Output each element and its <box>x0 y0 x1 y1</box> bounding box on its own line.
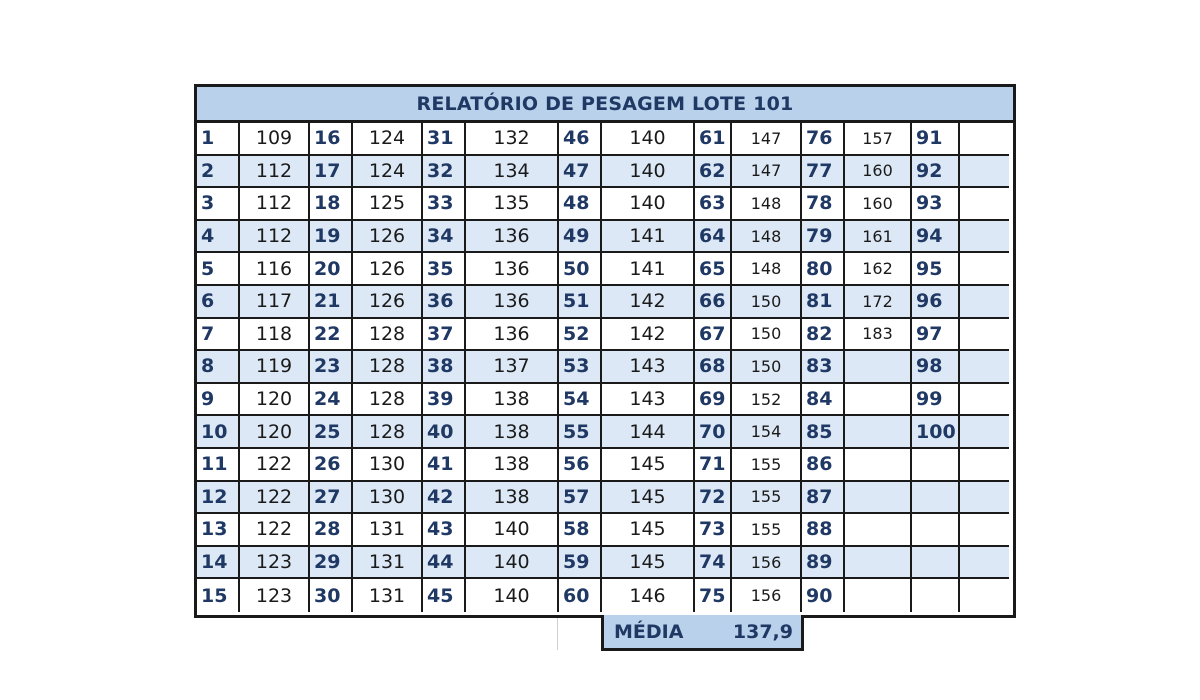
weight-cell: 117 <box>240 286 310 319</box>
index-cell: 9 <box>197 384 240 417</box>
average-label: MÉDIA <box>614 620 684 643</box>
weight-cell: 148 <box>732 221 802 254</box>
index-cell: 15 <box>197 579 240 612</box>
index-cell: 10 <box>197 416 240 449</box>
weight-cell: 183 <box>845 319 912 352</box>
index-cell: 97 <box>912 319 960 352</box>
weight-cell: 120 <box>240 384 310 417</box>
weight-cell: 116 <box>240 253 310 286</box>
weight-cell: 128 <box>353 416 423 449</box>
index-cell: 42 <box>423 482 466 515</box>
weight-cell: 172 <box>845 286 912 319</box>
index-cell: 12 <box>197 482 240 515</box>
index-cell: 69 <box>695 384 732 417</box>
index-cell: 39 <box>423 384 466 417</box>
index-cell: 66 <box>695 286 732 319</box>
average-box <box>601 615 804 651</box>
index-cell: 76 <box>802 123 845 156</box>
index-cell: 58 <box>559 514 602 547</box>
weight-cell: 140 <box>602 156 695 189</box>
index-cell: 100 <box>912 416 960 449</box>
weight-cell: 160 <box>845 156 912 189</box>
index-cell: 52 <box>559 319 602 352</box>
weight-cell: 126 <box>353 253 423 286</box>
index-cell: 86 <box>802 449 845 482</box>
weight-cell: 155 <box>732 449 802 482</box>
index-cell: 48 <box>559 188 602 221</box>
index-cell: 62 <box>695 156 732 189</box>
weight-cell: 146 <box>602 579 695 612</box>
weight-cell <box>960 253 1009 286</box>
weight-cell <box>960 221 1009 254</box>
index-cell: 35 <box>423 253 466 286</box>
index-cell: 17 <box>310 156 353 189</box>
weight-cell: 119 <box>240 351 310 384</box>
index-cell: 78 <box>802 188 845 221</box>
report-title-bar <box>197 87 1013 123</box>
index-cell: 27 <box>310 482 353 515</box>
index-cell: 22 <box>310 319 353 352</box>
index-cell: 55 <box>559 416 602 449</box>
weight-cell: 131 <box>353 547 423 580</box>
index-cell: 94 <box>912 221 960 254</box>
index-cell: 72 <box>695 482 732 515</box>
index-cell: 11 <box>197 449 240 482</box>
weight-cell: 154 <box>732 416 802 449</box>
index-cell: 98 <box>912 351 960 384</box>
weight-cell: 145 <box>602 449 695 482</box>
weight-cell: 161 <box>845 221 912 254</box>
weight-cell: 141 <box>602 221 695 254</box>
index-cell: 91 <box>912 123 960 156</box>
weight-cell: 136 <box>466 253 559 286</box>
index-cell: 96 <box>912 286 960 319</box>
weighing-report-table <box>194 84 1016 618</box>
weight-cell: 160 <box>845 188 912 221</box>
weight-cell: 155 <box>732 514 802 547</box>
index-cell <box>912 547 960 580</box>
weight-cell <box>845 482 912 515</box>
weight-cell: 112 <box>240 221 310 254</box>
weight-cell: 120 <box>240 416 310 449</box>
weight-cell: 152 <box>732 384 802 417</box>
index-cell: 31 <box>423 123 466 156</box>
weight-cell <box>960 579 1009 612</box>
weight-cell: 122 <box>240 482 310 515</box>
weight-cell: 143 <box>602 351 695 384</box>
index-cell: 53 <box>559 351 602 384</box>
weight-cell <box>845 449 912 482</box>
weight-cell: 123 <box>240 579 310 612</box>
weight-cell <box>845 514 912 547</box>
weight-cell: 156 <box>732 547 802 580</box>
index-cell: 71 <box>695 449 732 482</box>
weight-cell: 150 <box>732 351 802 384</box>
weight-cell: 145 <box>602 547 695 580</box>
weight-cell <box>960 482 1009 515</box>
index-cell: 80 <box>802 253 845 286</box>
weight-cell: 128 <box>353 319 423 352</box>
weight-cell <box>960 416 1009 449</box>
index-cell <box>912 579 960 612</box>
index-cell: 81 <box>802 286 845 319</box>
index-cell: 37 <box>423 319 466 352</box>
weight-cell <box>845 547 912 580</box>
index-cell: 90 <box>802 579 845 612</box>
weight-cell: 122 <box>240 449 310 482</box>
weight-cell: 124 <box>353 156 423 189</box>
weights-grid <box>197 123 1009 612</box>
weight-cell: 136 <box>466 221 559 254</box>
weight-cell: 143 <box>602 384 695 417</box>
weight-cell: 130 <box>353 449 423 482</box>
index-cell: 50 <box>559 253 602 286</box>
weight-cell: 123 <box>240 547 310 580</box>
index-cell: 25 <box>310 416 353 449</box>
index-cell: 68 <box>695 351 732 384</box>
weight-cell: 131 <box>353 579 423 612</box>
weight-cell <box>845 416 912 449</box>
weight-cell: 140 <box>466 547 559 580</box>
index-cell: 14 <box>197 547 240 580</box>
weight-cell: 130 <box>353 482 423 515</box>
index-cell: 99 <box>912 384 960 417</box>
weight-cell <box>845 384 912 417</box>
index-cell: 38 <box>423 351 466 384</box>
weight-cell: 126 <box>353 221 423 254</box>
index-cell: 61 <box>695 123 732 156</box>
weight-cell: 126 <box>353 286 423 319</box>
index-cell: 43 <box>423 514 466 547</box>
average-value: 137,9 <box>732 620 793 643</box>
weight-cell: 140 <box>602 188 695 221</box>
index-cell: 30 <box>310 579 353 612</box>
weight-cell: 112 <box>240 156 310 189</box>
weight-cell: 162 <box>845 253 912 286</box>
index-cell: 82 <box>802 319 845 352</box>
index-cell: 79 <box>802 221 845 254</box>
index-cell: 28 <box>310 514 353 547</box>
weight-cell: 140 <box>602 123 695 156</box>
weight-cell: 122 <box>240 514 310 547</box>
index-cell: 41 <box>423 449 466 482</box>
index-cell: 6 <box>197 286 240 319</box>
index-cell: 16 <box>310 123 353 156</box>
weight-cell: 148 <box>732 188 802 221</box>
index-cell: 2 <box>197 156 240 189</box>
weight-cell: 145 <box>602 482 695 515</box>
index-cell: 63 <box>695 188 732 221</box>
index-cell: 54 <box>559 384 602 417</box>
index-cell: 84 <box>802 384 845 417</box>
index-cell: 64 <box>695 221 732 254</box>
report-title: RELATÓRIO DE PESAGEM LOTE 101 <box>416 92 794 115</box>
index-cell: 21 <box>310 286 353 319</box>
index-cell: 92 <box>912 156 960 189</box>
index-cell: 1 <box>197 123 240 156</box>
weight-cell: 142 <box>602 319 695 352</box>
weight-cell: 147 <box>732 123 802 156</box>
weight-cell: 136 <box>466 319 559 352</box>
index-cell: 29 <box>310 547 353 580</box>
index-cell: 20 <box>310 253 353 286</box>
index-cell: 46 <box>559 123 602 156</box>
index-cell: 4 <box>197 221 240 254</box>
index-cell: 49 <box>559 221 602 254</box>
index-cell: 77 <box>802 156 845 189</box>
weight-cell: 156 <box>732 579 802 612</box>
weight-cell: 137 <box>466 351 559 384</box>
index-cell: 57 <box>559 482 602 515</box>
index-cell: 18 <box>310 188 353 221</box>
weight-cell: 128 <box>353 351 423 384</box>
weight-cell: 157 <box>845 123 912 156</box>
index-cell: 19 <box>310 221 353 254</box>
weight-cell <box>960 351 1009 384</box>
weight-cell: 155 <box>732 482 802 515</box>
index-cell: 23 <box>310 351 353 384</box>
weight-cell <box>960 286 1009 319</box>
index-cell: 44 <box>423 547 466 580</box>
index-cell: 60 <box>559 579 602 612</box>
index-cell: 88 <box>802 514 845 547</box>
weight-cell: 144 <box>602 416 695 449</box>
index-cell: 34 <box>423 221 466 254</box>
index-cell: 32 <box>423 156 466 189</box>
index-cell: 13 <box>197 514 240 547</box>
weight-cell <box>960 319 1009 352</box>
weight-cell <box>960 514 1009 547</box>
weight-cell: 131 <box>353 514 423 547</box>
index-cell: 24 <box>310 384 353 417</box>
weight-cell <box>960 384 1009 417</box>
index-cell: 45 <box>423 579 466 612</box>
index-cell: 95 <box>912 253 960 286</box>
index-cell: 51 <box>559 286 602 319</box>
weight-cell: 138 <box>466 449 559 482</box>
weight-cell <box>845 351 912 384</box>
weight-cell: 140 <box>466 579 559 612</box>
weight-cell: 124 <box>353 123 423 156</box>
index-cell: 65 <box>695 253 732 286</box>
index-cell: 89 <box>802 547 845 580</box>
index-cell: 33 <box>423 188 466 221</box>
weight-cell: 125 <box>353 188 423 221</box>
index-cell: 75 <box>695 579 732 612</box>
index-cell: 59 <box>559 547 602 580</box>
weight-cell: 147 <box>732 156 802 189</box>
index-cell: 67 <box>695 319 732 352</box>
weight-cell: 135 <box>466 188 559 221</box>
weight-cell: 138 <box>466 482 559 515</box>
index-cell: 3 <box>197 188 240 221</box>
index-cell: 85 <box>802 416 845 449</box>
index-cell <box>912 514 960 547</box>
sheet-gridline <box>557 618 558 650</box>
weight-cell <box>960 449 1009 482</box>
weight-cell: 140 <box>466 514 559 547</box>
index-cell: 83 <box>802 351 845 384</box>
weight-cell: 128 <box>353 384 423 417</box>
index-cell: 40 <box>423 416 466 449</box>
weight-cell: 148 <box>732 253 802 286</box>
index-cell: 8 <box>197 351 240 384</box>
index-cell: 7 <box>197 319 240 352</box>
weight-cell <box>845 579 912 612</box>
weight-cell <box>960 156 1009 189</box>
weight-cell: 142 <box>602 286 695 319</box>
index-cell: 70 <box>695 416 732 449</box>
weight-cell <box>960 123 1009 156</box>
index-cell: 87 <box>802 482 845 515</box>
weight-cell: 109 <box>240 123 310 156</box>
index-cell: 93 <box>912 188 960 221</box>
weight-cell <box>960 547 1009 580</box>
index-cell <box>912 482 960 515</box>
weight-cell: 132 <box>466 123 559 156</box>
index-cell: 73 <box>695 514 732 547</box>
index-cell: 36 <box>423 286 466 319</box>
weight-cell: 138 <box>466 416 559 449</box>
index-cell: 56 <box>559 449 602 482</box>
index-cell: 5 <box>197 253 240 286</box>
index-cell: 74 <box>695 547 732 580</box>
weight-cell: 118 <box>240 319 310 352</box>
index-cell <box>912 449 960 482</box>
index-cell: 26 <box>310 449 353 482</box>
weight-cell: 150 <box>732 286 802 319</box>
weight-cell: 112 <box>240 188 310 221</box>
weight-cell <box>960 188 1009 221</box>
weight-cell: 141 <box>602 253 695 286</box>
weight-cell: 136 <box>466 286 559 319</box>
weight-cell: 134 <box>466 156 559 189</box>
weight-cell: 145 <box>602 514 695 547</box>
weight-cell: 138 <box>466 384 559 417</box>
index-cell: 47 <box>559 156 602 189</box>
weight-cell: 150 <box>732 319 802 352</box>
